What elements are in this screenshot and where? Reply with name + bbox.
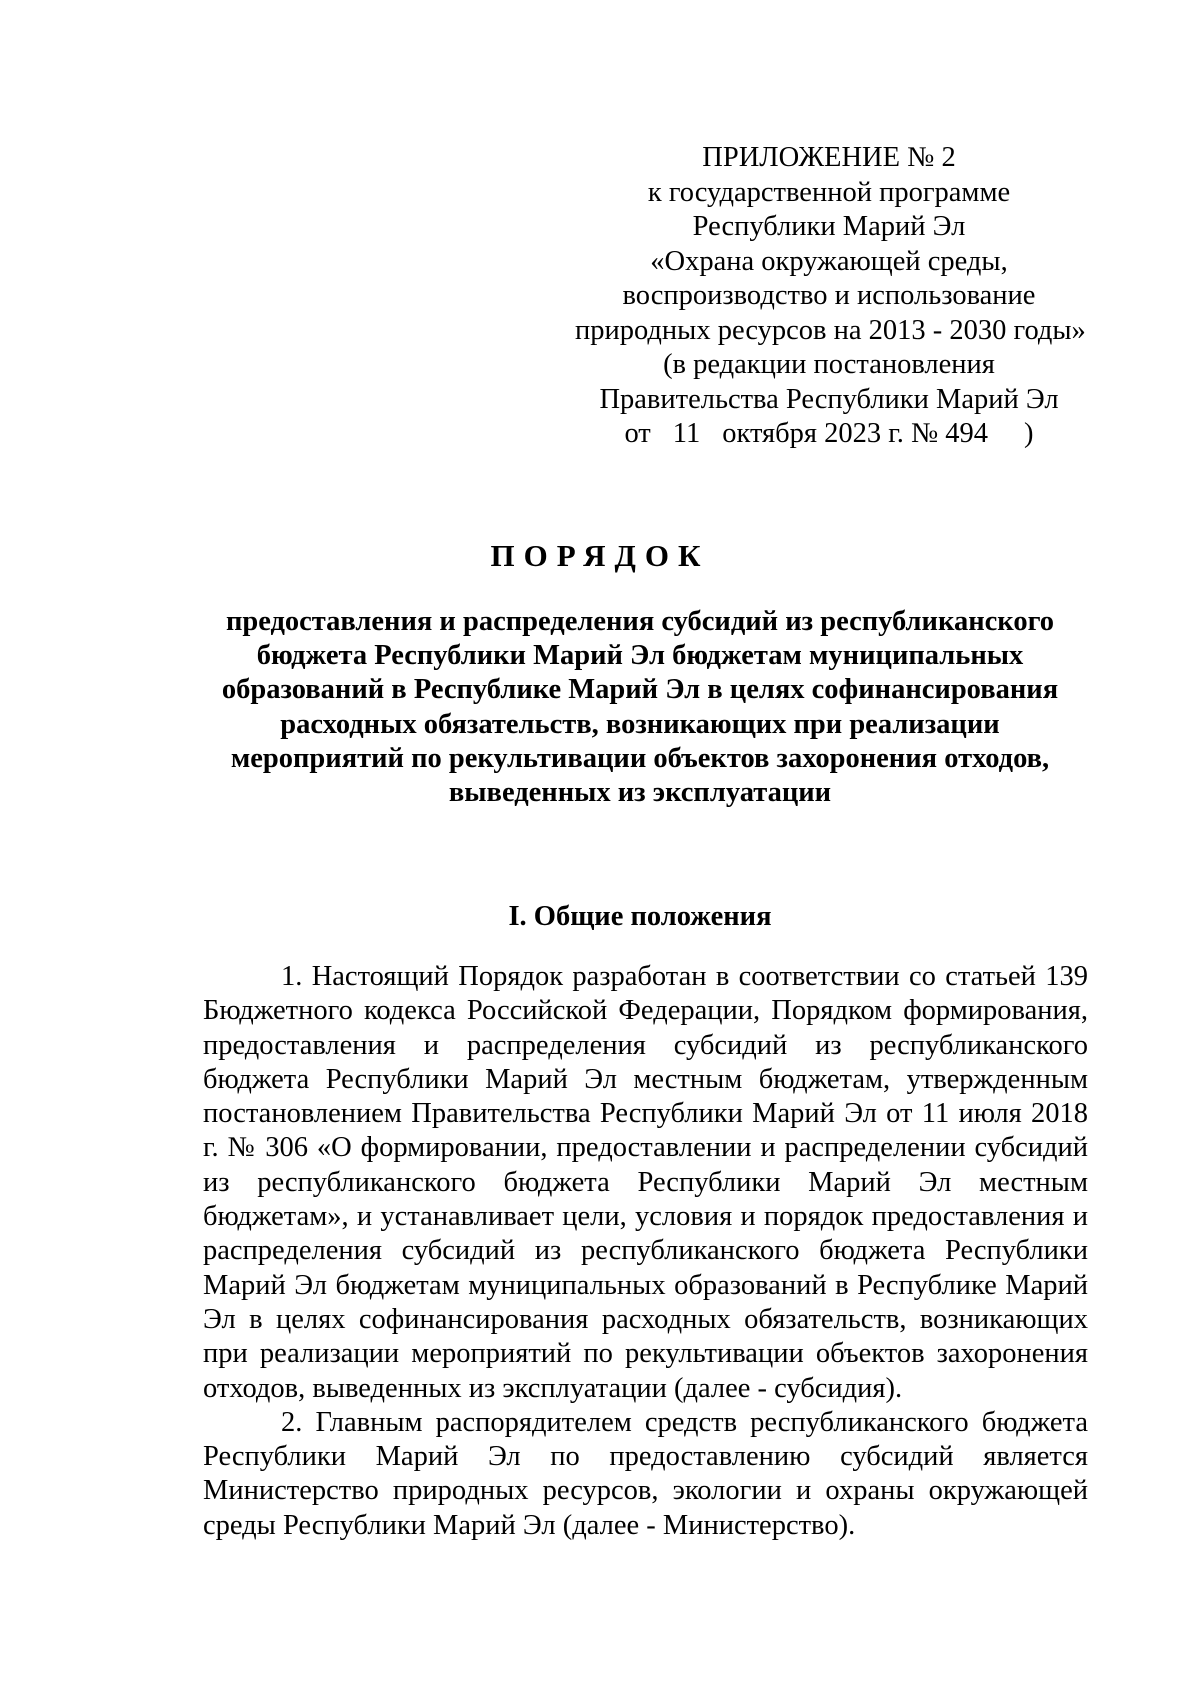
appendix-line: «Охрана окружающей среды, — [650, 245, 1008, 277]
appendix-number: ПРИЛОЖЕНИЕ № 2 — [702, 142, 956, 173]
appendix-line: к государственной программе — [647, 176, 1011, 208]
section-body — [203, 960, 1088, 1543]
decree-prefix: от — [624, 418, 651, 449]
subtitle-line: бюджета Республики Марий Эл бюджетам муниципальных — [256, 640, 1024, 672]
paragraph-2: 2. Главным распорядителем средств республиканского бюджета Республики Марий Эл по предоставлению субсидий является Министерство природных ресурсов, экологии и охраны окружающей среды Республики Марий Эл (далее - Министерство). — [203, 1406, 1088, 1541]
appendix-line: Республики Марий Эл — [692, 211, 966, 242]
appendix-line: Правительства Республики Марий Эл — [599, 383, 1059, 415]
subtitle-line: мероприятий по рекультивации объектов захоронения отходов, — [230, 742, 1050, 774]
decree-date: октября 2023 г. № — [722, 418, 939, 449]
section-heading: I. Общие положения — [508, 901, 772, 932]
appendix-line: (в редакции постановления — [663, 349, 995, 380]
subtitle-line: предоставления и распределения субсидий из республиканского — [225, 606, 1055, 637]
subtitle-line: образований в Республике Марий Эл в целях софинансирования — [221, 674, 1059, 706]
document-title: ПОРЯДОК — [490, 538, 710, 573]
decree-date-line — [575, 417, 1083, 452]
decree-number: 494 — [945, 418, 989, 449]
decree-closing: ) — [1024, 418, 1034, 449]
document-subtitle — [190, 605, 1090, 810]
appendix-line: природных ресурсов на 2013 - 2030 годы» — [575, 314, 1086, 346]
appendix-line: воспроизводство и использование — [622, 280, 1036, 311]
decree-day: 11 — [672, 418, 701, 449]
paragraph-1: 1. Настоящий Порядок разработан в соответствии со статьей 139 Бюджетного кодекса Российской Федерации, Порядком формирования, предоставления и распределения субсидий из республиканского бюджета Республики Марий Эл местным бюджетам, утвержденным постановлением Правительства Республики Марий Эл от 11 июля 2018 г. № 306 «О формировании, предоставлении и распределении субсидий из республиканского бюджета Республики Марий Эл местным бюджетам», и устанавливает цели, условия и порядок предоставления и распределения субсидий из республиканского бюджета Республики Марий Эл бюджетам муниципальных образований в Республике Марий Эл в целях софинансирования расходных обязательств, возникающих при реализации мероприятий по рекультивации объектов захоронения отходов, выведенных из эксплуатации (далее - субсидия). — [203, 961, 1088, 1404]
subtitle-line: расходных обязательств, возникающих при реализации — [280, 708, 1000, 740]
appendix-header — [575, 141, 1086, 452]
subtitle-line: выведенных из эксплуатации — [448, 777, 832, 809]
